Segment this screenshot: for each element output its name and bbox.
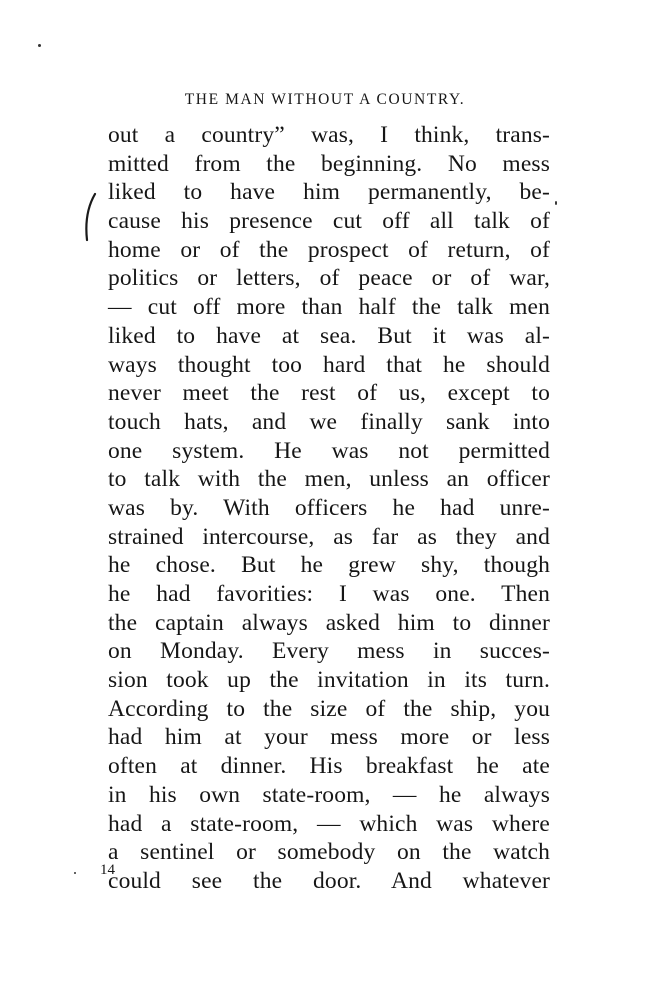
text-line: never meet the rest of us, except to xyxy=(108,380,550,407)
text-line: liked to have him permanently, be- xyxy=(108,179,550,206)
text-line: home or of the prospect of return, of xyxy=(108,236,550,263)
ink-speck xyxy=(74,872,76,874)
text-line: often at dinner. His breakfast he ate xyxy=(108,753,550,780)
text-line: to talk with the men, unless an officer xyxy=(108,466,550,493)
text-line: According to the size of the ship, you xyxy=(108,695,550,722)
text-line: strained intercourse, as far as they and xyxy=(108,523,550,550)
text-line: out a country” was, I think, trans- xyxy=(108,122,550,148)
running-head: THE MAN WITHOUT A COUNTRY. xyxy=(184,91,466,108)
text-line: in his own state-room, — he always xyxy=(108,781,550,808)
text-line: liked to have at sea. But it was al- xyxy=(108,322,550,349)
text-line: on Monday. Every mess in succes- xyxy=(108,638,550,665)
ink-speck xyxy=(38,44,41,47)
text-line: had a state-room, — which was where xyxy=(108,810,550,837)
text-line: touch hats, and we finally sank into xyxy=(108,408,550,435)
page-number: 14 xyxy=(100,862,115,878)
text-line: was by. With officers he had unre- xyxy=(108,494,550,521)
ink-speck xyxy=(555,201,557,205)
text-line: a sentinel or somebody on the watch xyxy=(108,839,550,866)
text-line: one system. He was not permitted xyxy=(108,437,550,464)
text-line: sion took up the invitation in its turn. xyxy=(108,667,550,694)
text-line: the captain always asked him to dinner xyxy=(108,609,550,636)
body-text xyxy=(108,121,550,896)
text-line: ways thought too hard that he should xyxy=(108,351,550,378)
text-line: politics or letters, of peace or of war, xyxy=(108,265,550,292)
text-line: he chose. But he grew shy, though xyxy=(108,552,550,579)
text-line: — cut off more than half the talk men xyxy=(108,294,550,321)
text-line: could see the door. And whatever xyxy=(108,867,550,894)
text-line: mitted from the beginning. No mess xyxy=(108,150,550,177)
text-line: cause his presence cut off all talk of xyxy=(108,208,550,235)
margin-pencil-mark xyxy=(84,192,98,242)
text-line: had him at your mess more or less xyxy=(108,724,550,751)
text-line: he had favorities: I was one. Then xyxy=(108,581,550,607)
